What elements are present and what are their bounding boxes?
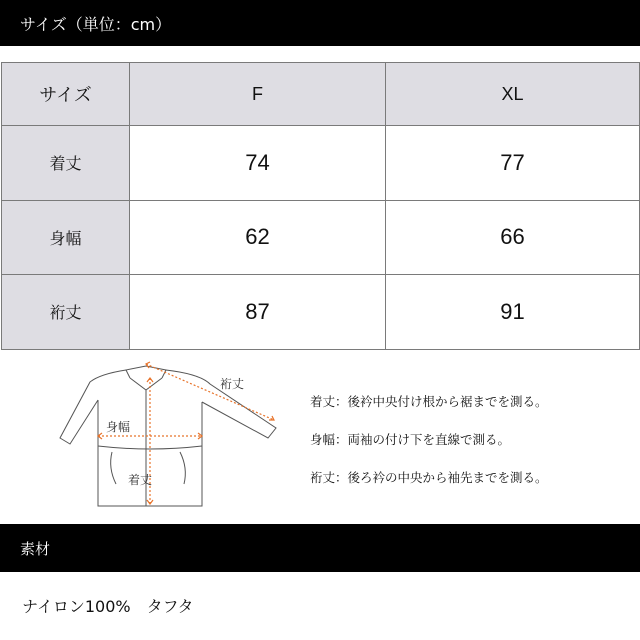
- width-label: 身幅: [106, 420, 131, 434]
- table-row: [2, 126, 640, 201]
- header-size-f: F: [130, 63, 386, 126]
- header-size-xl: XL: [386, 63, 640, 126]
- width-xl-value: 66: [386, 200, 640, 275]
- note-sleeve: 裄丈：後ろ衿の中央から袖先までを測る。: [310, 470, 548, 485]
- length-label: 着丈: [128, 473, 153, 487]
- table-header-row: [2, 63, 640, 126]
- table-row: [2, 275, 640, 350]
- sleeve-label: 裄丈: [220, 377, 245, 391]
- size-section-header: [0, 0, 640, 46]
- sleeve-f-value: 87: [130, 275, 386, 350]
- material-text: ナイロン100% タフタ: [22, 597, 194, 616]
- length-xl-value: 77: [386, 126, 640, 201]
- row-label-width: 身幅: [2, 200, 130, 275]
- measurement-notes: [310, 392, 548, 506]
- row-label-sleeve: 裄丈: [2, 275, 130, 350]
- size-table: [1, 62, 640, 350]
- garment-measurement-diagram: [50, 356, 290, 516]
- row-label-length: 着丈: [2, 126, 130, 201]
- header-size: サイズ: [2, 63, 130, 126]
- note-length: 着丈：後衿中央付け根から裾までを測る。: [310, 394, 548, 409]
- sleeve-xl-value: 91: [386, 275, 640, 350]
- material-section-header: [0, 524, 640, 572]
- table-row: [2, 200, 640, 275]
- note-width: 身幅：両袖の付け下を直線で測る。: [310, 432, 511, 447]
- size-section-title: サイズ（単位：cm）: [20, 14, 172, 34]
- width-f-value: 62: [130, 200, 386, 275]
- material-section-title: 素材: [20, 539, 51, 558]
- length-f-value: 74: [130, 126, 386, 201]
